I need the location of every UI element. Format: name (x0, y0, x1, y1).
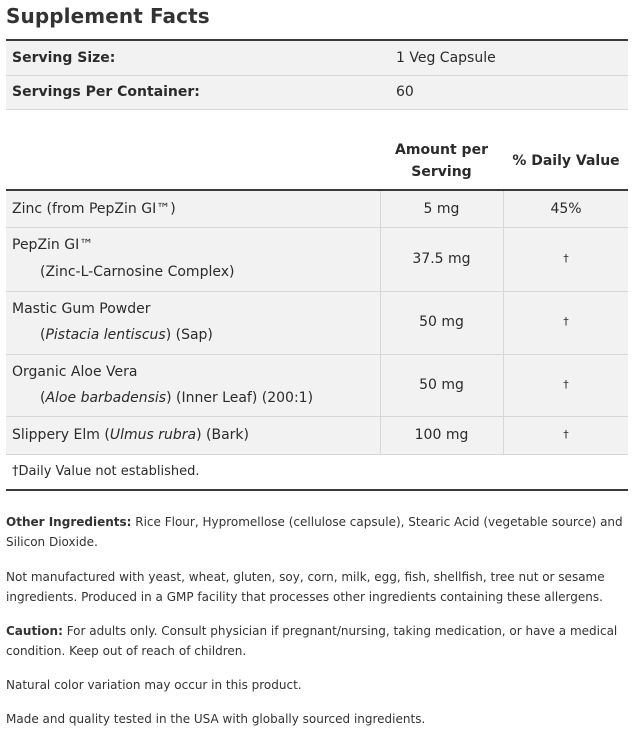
ingredient-amount: 5 mg (423, 201, 460, 217)
other-ingredients-text: Rice Flour, Hypromellose (cellulose capsule), Stearic Acid (vegetable source) and Silicon Dioxide. (6, 515, 623, 549)
page-title: Supplement Facts (6, 4, 210, 28)
ingredient-amount: 50 mg (419, 377, 464, 393)
ingredient-daily-value: † (563, 378, 569, 391)
other-ingredients (6, 512, 628, 552)
allergen-statement: Not manufactured with yeast, wheat, gluten, soy, corn, milk, egg, fish, shellfish, tree nut or sesame ingredients. Produced in a GMP facility that processes other ingredients containing these allergens. (6, 570, 605, 604)
serving-size-value: 1 Veg Capsule (396, 50, 496, 66)
daily-value-header: % Daily Value (512, 153, 620, 169)
ingredient-name: Slippery Elm (Ulmus rubra) (Bark) (12, 427, 249, 443)
divider (6, 109, 628, 110)
ingredient-subtitle: (Pistacia lentiscus) (Sap) (40, 327, 213, 343)
color-variation-note: Natural color variation may occur in this product. (6, 678, 302, 692)
caution-statement (6, 621, 628, 661)
ingredient-subtitle: (Aloe barbadensis) (Inner Leaf) (200:1) (40, 390, 314, 406)
ingredient-daily-value: † (563, 252, 569, 265)
ingredient-name: PepZin GI™ (12, 237, 94, 253)
ingredient-name: Mastic Gum Powder (12, 301, 151, 317)
ingredient-amount: 50 mg (419, 314, 464, 330)
divider (6, 454, 628, 455)
ingredient-name: Zinc (from PepZin GI™) (12, 201, 176, 217)
amount-per-serving-header (380, 139, 503, 183)
caution-text: For adults only. Consult physician if pregnant/nursing, taking medication, or have a medical condition. Keep out of reach of children. (6, 624, 618, 658)
servings-per-container-value: 60 (396, 84, 414, 100)
serving-size-label: Serving Size: (12, 50, 116, 66)
caution-label: Caution: (6, 624, 63, 638)
ingredient-daily-value: † (563, 315, 569, 328)
daily-value-footnote: †Daily Value not established. (12, 464, 200, 479)
amount-header-line1: Amount per (395, 142, 488, 158)
ingredient-daily-value: 45% (550, 201, 582, 217)
ingredient-name: Organic Aloe Vera (12, 364, 138, 380)
servings-per-container-label: Servings Per Container: (12, 84, 200, 100)
bottom-rule (6, 489, 628, 491)
ingredient-daily-value: † (563, 428, 569, 441)
ingredient-subtitle: (Zinc-L-Carnosine Complex) (40, 264, 235, 280)
amount-header-line2: Serving (411, 164, 472, 180)
other-ingredients-label: Other Ingredients: (6, 515, 132, 529)
ingredient-amount: 100 mg (414, 427, 469, 443)
made-in-usa-note: Made and quality tested in the USA with globally sourced ingredients. (6, 712, 426, 726)
ingredient-amount: 37.5 mg (412, 251, 471, 267)
